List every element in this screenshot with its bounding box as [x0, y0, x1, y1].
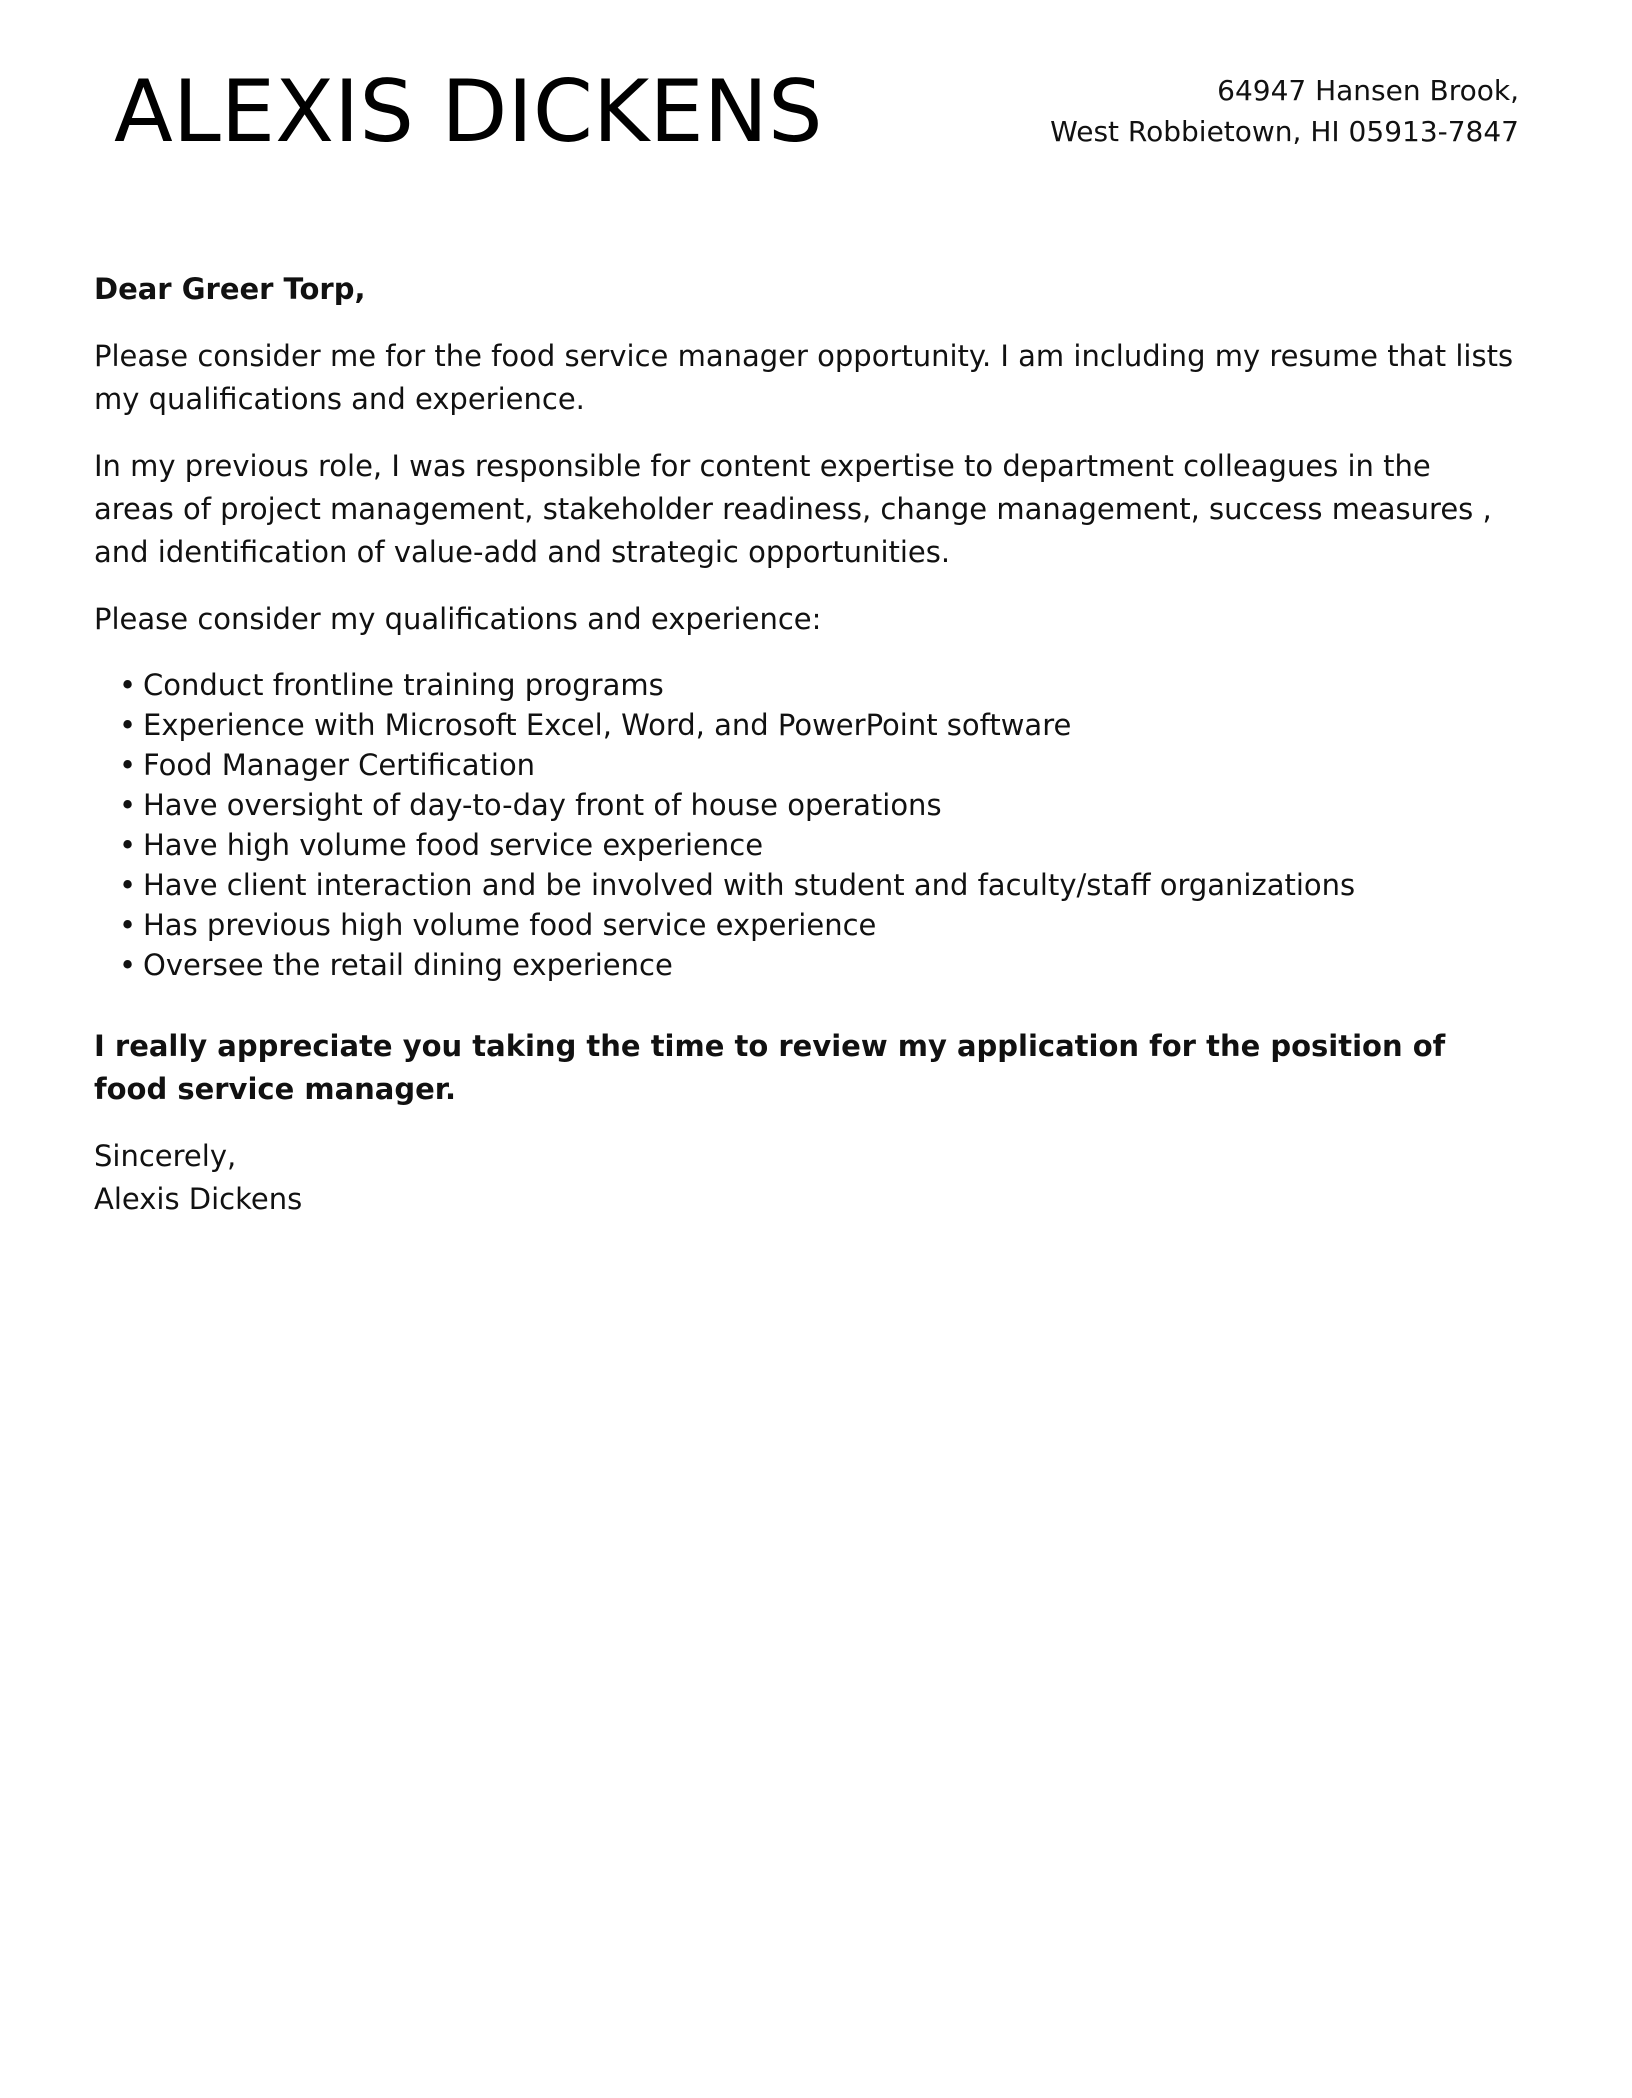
address-line-1: 64947 Hansen Brook, — [1217, 74, 1519, 107]
list-item-text: Have oversight of day-to-day front of house operations — [143, 788, 942, 822]
bullet-icon: • — [119, 908, 137, 942]
letter-body — [94, 268, 1514, 1221]
signoff-block — [94, 1135, 1514, 1221]
applicant-address — [1050, 70, 1519, 152]
list-item — [119, 945, 1514, 985]
bullet-icon: • — [119, 868, 137, 902]
letter-header — [0, 0, 1632, 200]
bullet-icon: • — [119, 948, 137, 982]
applicant-name: ALEXIS DICKENS — [114, 62, 823, 162]
list-item — [119, 665, 1514, 705]
list-item — [119, 705, 1514, 745]
list-item-text: Have high volume food service experience — [143, 828, 764, 862]
bullet-icon: • — [119, 748, 137, 782]
list-item-text: Conduct frontline training programs — [143, 668, 664, 702]
list-item-text: Experience with Microsoft Excel, Word, and PowerPoint software — [143, 708, 1072, 742]
salutation: Dear Greer Torp, — [94, 272, 366, 306]
list-item — [119, 785, 1514, 825]
list-item-text: Food Manager Certification — [143, 748, 536, 782]
intro-paragraph: Please consider me for the food service manager opportunity. I am including my resume that lists my qualifications and experience. — [94, 339, 1514, 416]
list-item-text: Have client interaction and be involved with student and faculty/staff organizations — [143, 868, 1356, 902]
list-item — [119, 745, 1514, 785]
list-item-text: Has previous high volume food service experience — [143, 908, 877, 942]
list-intro: Please consider my qualifications and experience: — [94, 602, 822, 636]
bullet-icon: • — [119, 828, 137, 862]
bullet-icon: • — [119, 788, 137, 822]
list-item — [119, 865, 1514, 905]
list-item — [119, 825, 1514, 865]
previous-role-paragraph: In my previous role, I was responsible for content expertise to department colleagues in the areas of project management, stakeholder readiness, change management, success measures , and identification of value-add and strategic opportunities. — [94, 449, 1492, 569]
address-line-2: West Robbietown, HI 05913-7847 — [1050, 115, 1519, 148]
signoff: Sincerely, — [94, 1139, 237, 1173]
bullet-icon: • — [119, 668, 137, 702]
signature-name: Alexis Dickens — [94, 1182, 303, 1216]
qualifications-list — [94, 665, 1514, 985]
closing-paragraph: I really appreciate you taking the time to review my application for the position of food service manager. — [94, 1029, 1446, 1106]
list-item — [119, 905, 1514, 945]
bullet-icon: • — [119, 708, 137, 742]
list-item-text: Oversee the retail dining experience — [143, 948, 673, 982]
